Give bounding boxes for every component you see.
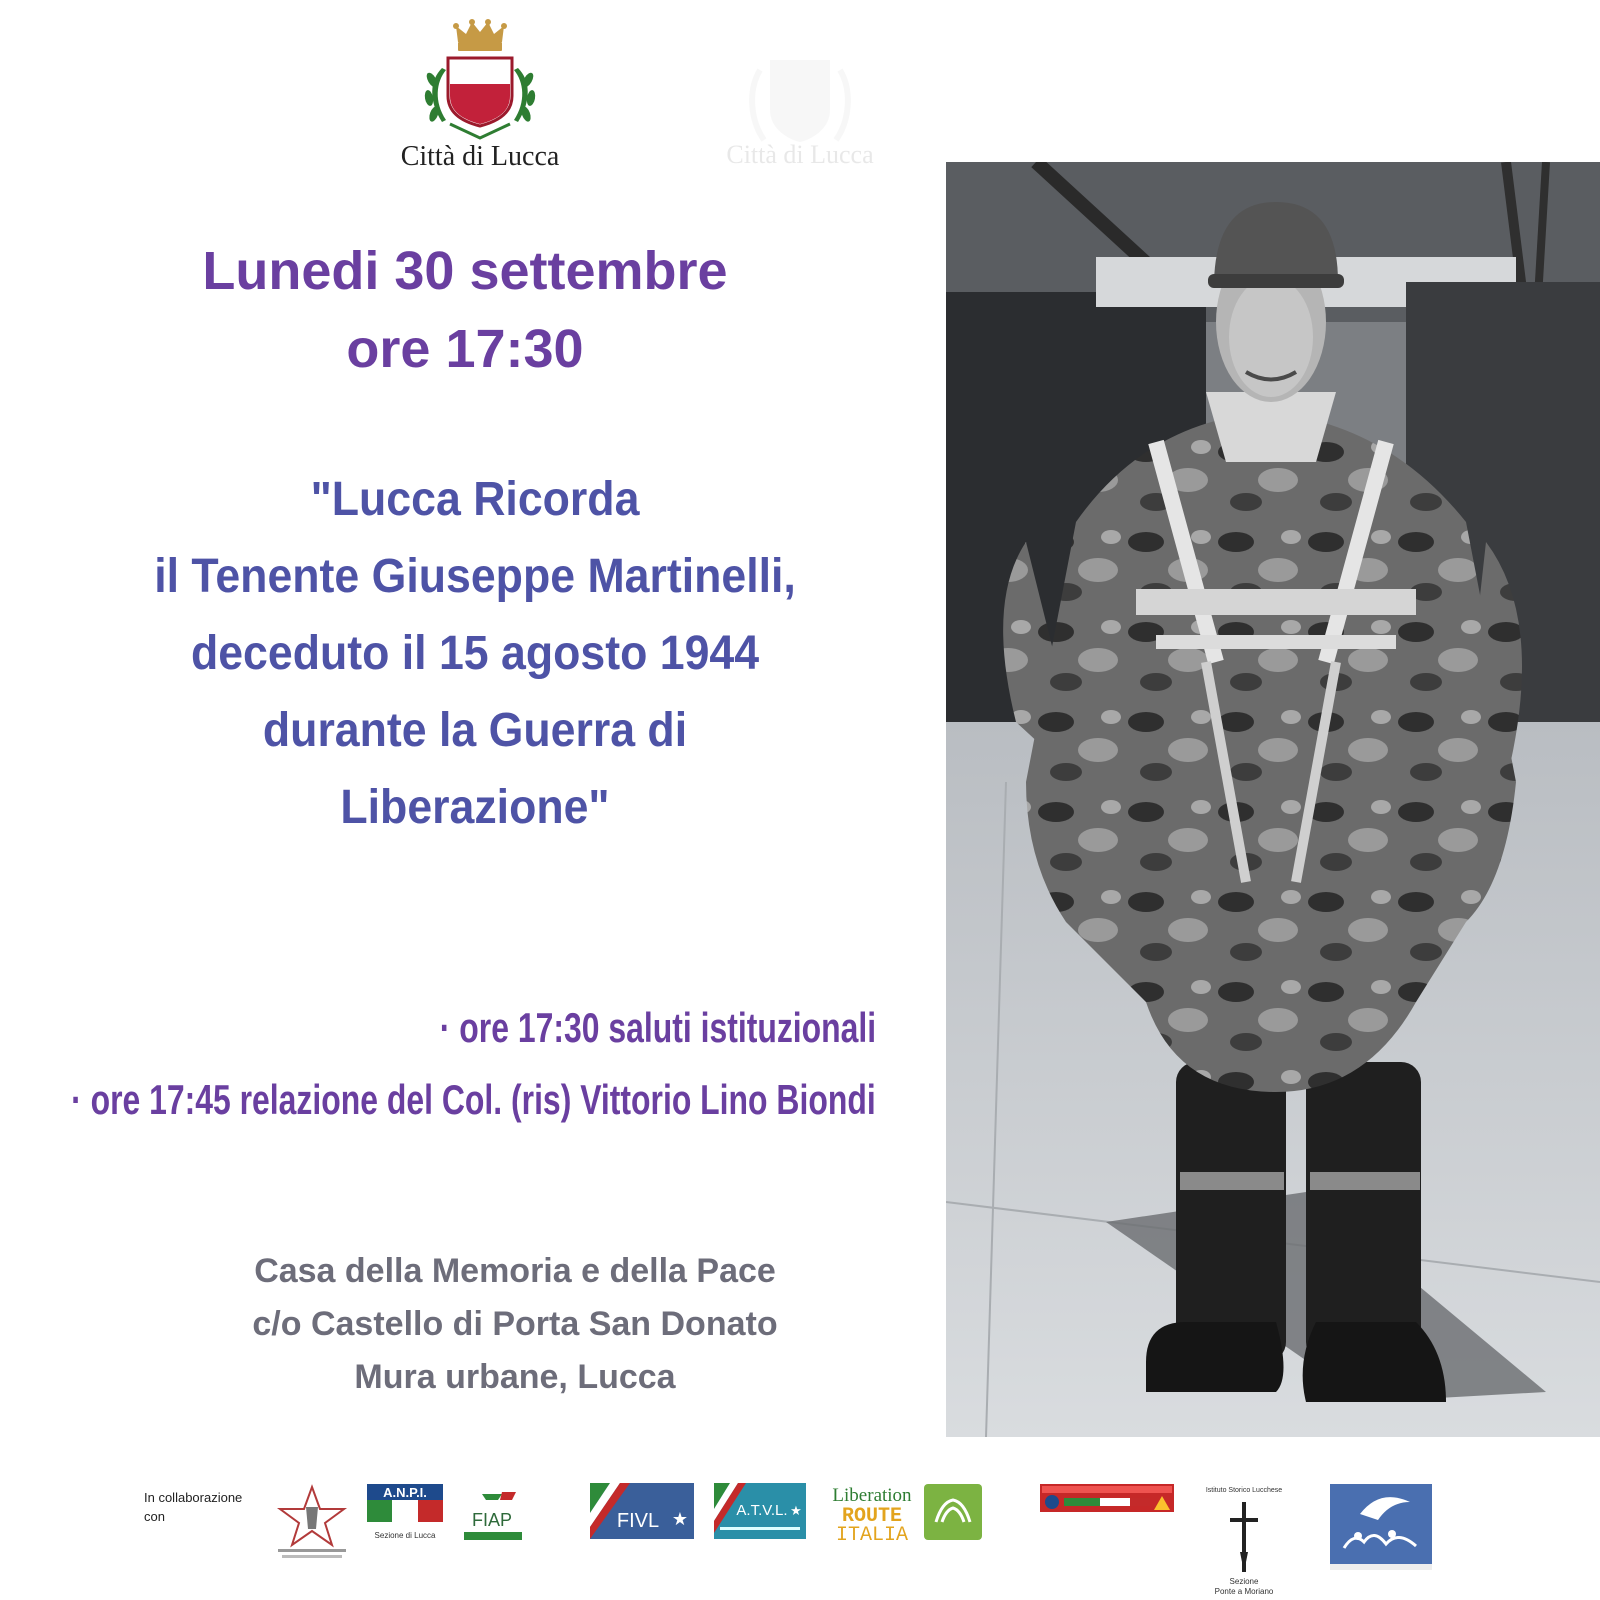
parco-nazionale-logo [1330, 1484, 1432, 1570]
event-title-line-1: "Lucca Ricorda [310, 473, 640, 526]
svg-text:ROUTE: ROUTE [841, 1505, 903, 1528]
city-crest-logo [420, 18, 540, 144]
svg-text:Ponte a Moriano: Ponte a Moriano [1214, 1587, 1274, 1596]
svg-text:★: ★ [671, 1509, 689, 1530]
event-title-line-3: deceduto il 15 agosto 1944 [190, 627, 760, 680]
association-banner-logo [1040, 1484, 1174, 1512]
event-title-line-5: Liberazione" [340, 781, 610, 834]
atvl-logo [714, 1483, 806, 1539]
city-name: Città di Lucca [400, 141, 560, 172]
faded-city-name: Città di Lucca [726, 140, 874, 169]
svg-text:★: ★ [790, 1504, 802, 1519]
svg-text:ITALIA: ITALIA [835, 1524, 909, 1542]
collaboration-label: In collaborazione con [144, 1490, 243, 1524]
istituto-storico-lucchese-logo [1196, 1482, 1292, 1596]
anpi-logo [367, 1484, 443, 1550]
event-date: Lunedi 30 settembre [202, 241, 728, 301]
svg-text:Istituto Storico Lucchese: Istituto Storico Lucchese [1205, 1487, 1283, 1494]
event-title-line-4: durante la Guerra di [262, 704, 688, 757]
svg-text:Sezione di Lucca: Sezione di Lucca [374, 1531, 436, 1540]
fiap-logo [462, 1488, 524, 1544]
venue-line-3: Mura urbane, Lucca [354, 1358, 676, 1396]
svg-text:A.T.V.L.: A.T.V.L. [736, 1502, 788, 1519]
istituto-storico-resistenza-logo [272, 1483, 352, 1565]
svg-text:FIVL: FIVL [616, 1510, 660, 1532]
program-item-2: · ore 17:45 relazione del Col. (ris) Vittorio Lino Biondi [71, 1076, 876, 1123]
fivl-logo [590, 1483, 694, 1539]
soldier-photo [946, 162, 1600, 1437]
svg-text:Sezione: Sezione [1229, 1577, 1259, 1586]
svg-text:FIAP: FIAP [471, 1510, 513, 1530]
event-time: ore 17:30 [346, 319, 584, 379]
svg-text:Liberation: Liberation [832, 1485, 912, 1506]
venue-line-1: Casa della Memoria e della Pace [254, 1252, 776, 1290]
venue-line-2: c/o Castello di Porta San Donato [252, 1305, 778, 1343]
event-title-line-2: il Tenente Giuseppe Martinelli, [154, 550, 796, 603]
svg-text:A.N.P.I.: A.N.P.I. [383, 1485, 427, 1500]
liberation-route-italia-logo [824, 1482, 986, 1542]
program-item-1: · ore 17:30 saluti istituzionali [439, 1004, 876, 1051]
